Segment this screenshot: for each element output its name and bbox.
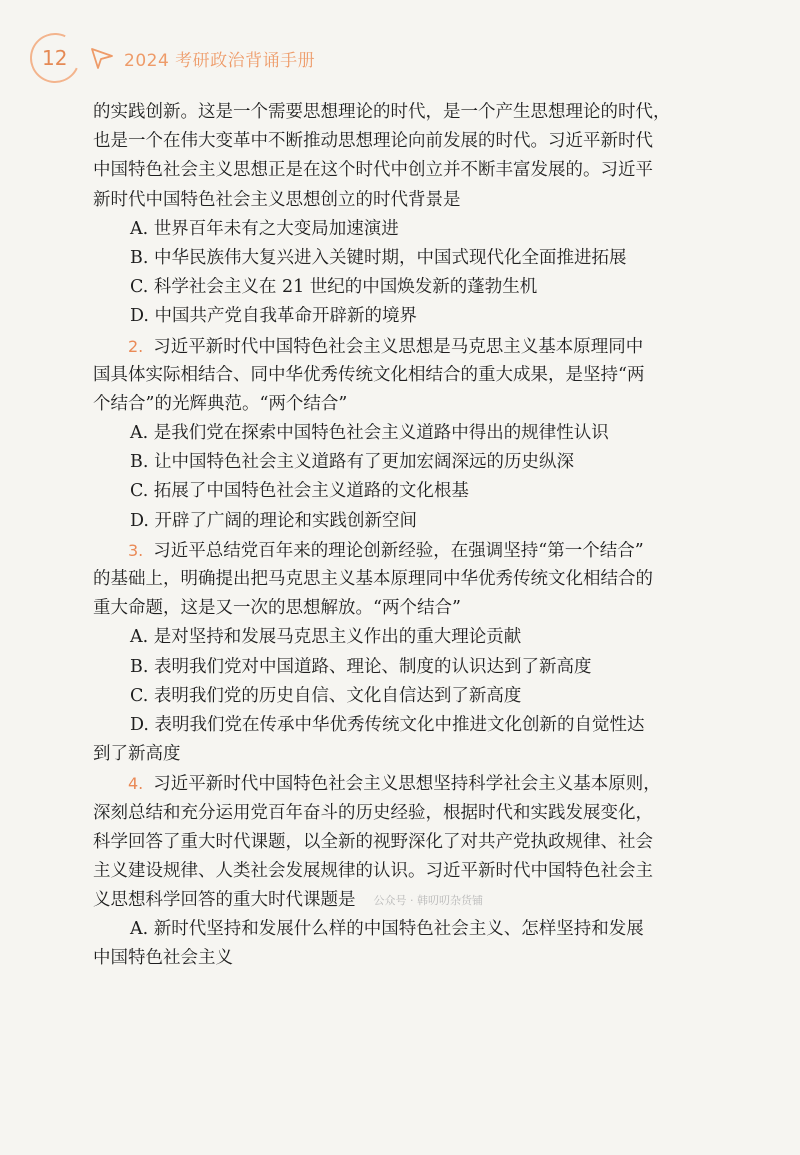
option-d: D. 开辟了广阔的理论和实践创新空间: [130, 510, 418, 531]
option-d: D. 中国共产党自我革命开辟新的境界: [130, 306, 418, 327]
text-line: 的实践创新。这是一个需要思想理论的时代，是一个产生思想理论的时代，: [93, 102, 671, 122]
question-text: 习近平总结党百年来的理论创新经验，在强调坚持“第一个结合”: [153, 540, 644, 561]
text-line: 主义建设规律、人类社会发展规律的认识。习近平新时代中国特色社会主: [93, 860, 653, 881]
option-a: A. 是对坚持和发展马克思主义作出的重大理论贡献: [130, 627, 522, 648]
text-line: 重大命题，这是又一次的思想解放。“两个结合”: [93, 598, 461, 619]
question-3: [93, 536, 733, 770]
page-number: 12: [42, 46, 68, 71]
option-a: A. 新时代坚持和发展什么样的中国特色社会主义、怎样坚持和发展: [130, 919, 644, 940]
page-body: [93, 98, 733, 974]
option-b: B. 表明我们党对中国道路、理论、制度的认识达到了新高度: [130, 656, 592, 677]
intro-paragraph: [93, 98, 733, 332]
watermark: 公众号 · 韩叨叨杂货铺: [373, 894, 483, 908]
question-first-line: [93, 769, 733, 798]
option-b: B. 让中国特色社会主义道路有了更加宏阔深远的历史纵深: [130, 452, 574, 473]
question-4: [93, 769, 733, 973]
question-number: 4.: [128, 774, 144, 794]
option-c: C. 科学社会主义在 21 世纪的中国焕发新的蓬勃生机: [130, 277, 538, 298]
question-number: 3.: [128, 540, 144, 560]
book-title: 2024 考研政治背诵手册: [124, 50, 316, 71]
text-line: 新时代中国特色社会主义思想创立的时代背景是: [93, 189, 461, 210]
option-d-continuation: 到了新高度: [93, 744, 181, 765]
text-line: 的基础上，明确提出把马克思主义基本原理同中华优秀传统文化相结合的: [93, 569, 653, 589]
option-b: B. 中华民族伟大复兴进入关键时期，中国式现代化全面推进拓展: [130, 247, 627, 268]
text-line: 国具体实际相结合、同中华优秀传统文化相结合的重大成果，是坚持“两: [93, 364, 645, 385]
question-2: [93, 332, 733, 536]
question-text: 习近平新时代中国特色社会主义思想是马克思主义基本原理同中: [153, 336, 644, 357]
text-line-with-watermark: [93, 886, 733, 915]
option-c: C. 表明我们党的历史自信、文化自信达到了新高度: [130, 685, 522, 706]
option-c: C. 拓展了中国特色社会主义道路的文化根基: [130, 481, 469, 502]
option-a-continuation: 中国特色社会主义: [93, 948, 233, 969]
text-line: 个结合”的光辉典范。“两个结合”: [93, 393, 348, 414]
option-d: D. 表明我们党在传承中华优秀传统文化中推进文化创新的自觉性达: [130, 714, 645, 735]
question-first-line: [93, 332, 733, 361]
question-text: 义思想科学回答的重大时代课题是: [93, 890, 356, 911]
page-number-badge: [23, 26, 87, 90]
page-header: [30, 30, 315, 86]
option-a: A. 是我们党在探索中国特色社会主义道路中得出的规律性认识: [130, 423, 609, 444]
paper-plane-icon: [90, 46, 114, 70]
question-text: 习近平新时代中国特色社会主义思想坚持科学社会主义基本原则，: [153, 774, 661, 795]
text-line: 也是一个在伟大变革中不断推动思想理论向前发展的时代。习近平新时代: [93, 131, 653, 152]
option-a: A. 世界百年未有之大变局加速演进: [130, 218, 399, 239]
text-line: 科学回答了重大时代课题，以全新的视野深化了对共产党执政规律、社会: [93, 831, 653, 852]
text-line: 中国特色社会主义思想正是在这个时代中创立并不断丰富发展的。习近平: [93, 160, 653, 181]
question-first-line: [93, 536, 733, 565]
text-line: 深刻总结和充分运用党百年奋斗的历史经验，根据时代和实践发展变化，: [93, 802, 653, 823]
question-number: 2.: [128, 336, 144, 356]
